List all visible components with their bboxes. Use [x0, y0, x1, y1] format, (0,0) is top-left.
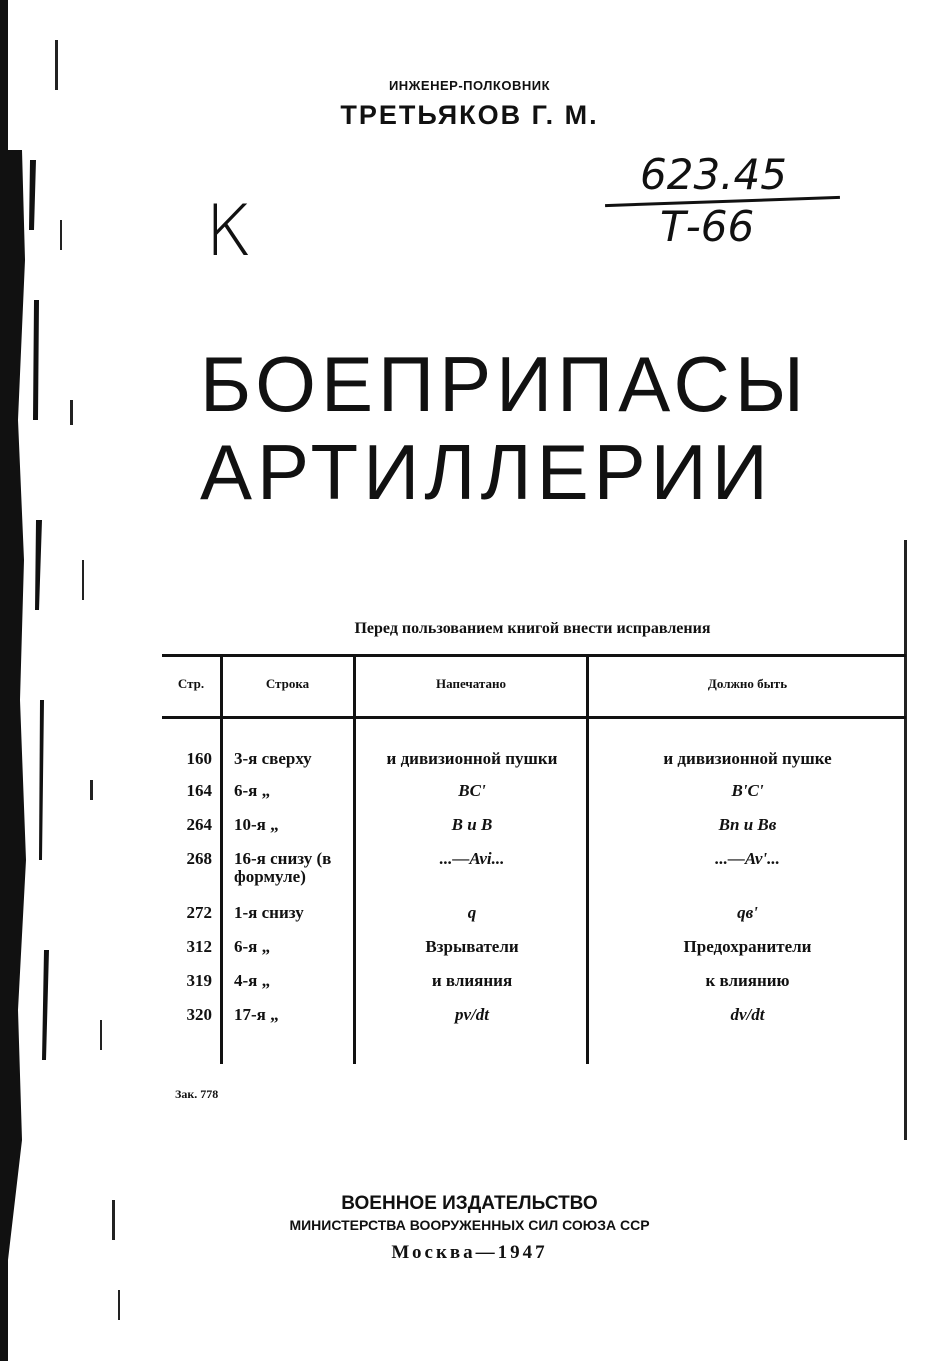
- column-header-line: Строка: [265, 676, 310, 691]
- cell-line: 3-я сверху: [234, 749, 312, 768]
- cell-correct: к влиянию: [705, 971, 790, 990]
- cell-page: 272: [186, 903, 212, 922]
- cell-printed: q: [467, 903, 477, 922]
- title-line-2: АРТИЛЛЕРИИ: [200, 428, 773, 516]
- scan-edge-artifact: [0, 0, 135, 1361]
- table-top-rule: [162, 654, 906, 657]
- cell-correct: dv/dt: [730, 1005, 765, 1024]
- column-header-printed: Напечатано: [436, 676, 506, 691]
- order-number: Зак. 778: [175, 1087, 219, 1101]
- cell-printed: Взрыватели: [425, 937, 519, 956]
- cell-line: 1-я снизу: [234, 903, 304, 922]
- cell-page: 264: [186, 815, 212, 834]
- cell-printed: и дивизионной пушки: [386, 749, 558, 768]
- cell-printed: BC': [458, 781, 486, 800]
- cell-correct: ...—Av'...: [715, 849, 780, 868]
- cell-correct: Предохранители: [683, 937, 812, 956]
- cell-page: 319: [186, 971, 212, 990]
- publisher-name: ВОЕННОЕ ИЗДАТЕЛЬСТВО: [341, 1193, 598, 1214]
- cell-correct: B'C': [731, 781, 764, 800]
- cell-page: 164: [186, 781, 212, 800]
- library-mark-letter: К: [205, 190, 253, 272]
- errata-table: [162, 654, 906, 1064]
- cell-printed: ...—Avi...: [439, 849, 505, 868]
- cell-line: 4-я „: [234, 971, 271, 990]
- cell-correct: qв': [737, 903, 758, 922]
- author-name: ТРЕТЬЯКОВ Г. М.: [340, 100, 599, 130]
- column-header-page: Стр.: [177, 676, 205, 691]
- cell-line: 17-я „: [234, 1005, 279, 1024]
- cell-line: 16-я снизу (в формуле): [234, 849, 332, 886]
- cell-page: 268: [186, 849, 212, 868]
- cell-printed: и влияния: [431, 971, 513, 990]
- library-call-number: [600, 150, 850, 270]
- cell-line: 6-я „: [234, 937, 271, 956]
- cell-correct: Bп и Bв: [718, 815, 777, 834]
- author-code: Т-66: [660, 202, 755, 251]
- publisher-ministry: МИНИСТЕРСТВА ВООРУЖЕННЫХ СИЛ СОЮЗА ССР: [289, 1217, 650, 1233]
- publication-place-year: Москва—1947: [391, 1242, 548, 1263]
- author-rank: ИНЖЕНЕР-ПОЛКОВНИК: [388, 78, 551, 93]
- cell-page: 320: [186, 1005, 212, 1024]
- title-line-1: БОЕПРИПАСЫ: [200, 340, 809, 428]
- cell-correct: и дивизионной пушке: [663, 749, 832, 768]
- cell-printed: pv/dt: [455, 1005, 489, 1024]
- cell-printed: B и B: [451, 815, 493, 834]
- cell-line: 10-я „: [234, 815, 279, 834]
- cell-line: 6-я „: [234, 781, 271, 800]
- errata-heading: Перед пользованием книгой внести исправления: [354, 620, 711, 637]
- table-header-rule: [162, 716, 906, 719]
- book-title: [200, 340, 809, 516]
- cell-page: 160: [186, 749, 212, 768]
- column-header-correct: Должно быть: [707, 676, 788, 691]
- cell-page: 312: [186, 937, 212, 956]
- class-number: 623.45: [640, 150, 787, 199]
